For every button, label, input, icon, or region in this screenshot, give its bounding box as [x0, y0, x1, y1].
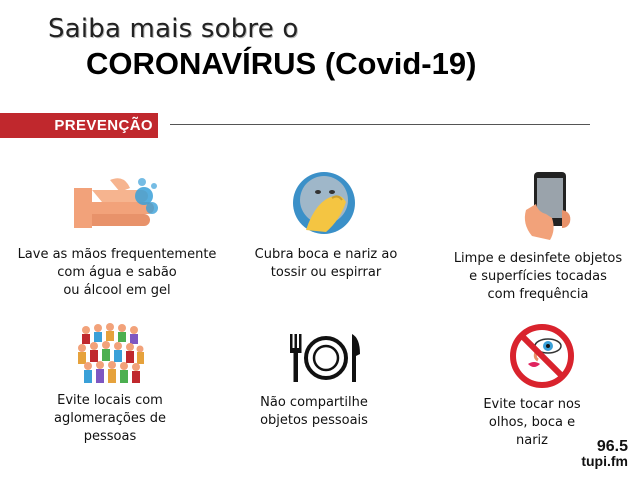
tip-crowd-text [20, 392, 200, 446]
tip-crowd-line-1: Evite locais com [57, 393, 163, 408]
tip-cough-text [236, 246, 416, 282]
hand-washing-icon [72, 172, 162, 238]
tip-clean-line-2: e superfícies tocadas [469, 269, 607, 284]
tip-cough-line-1: Cubra boca e nariz ao [254, 247, 398, 262]
tip-clean-line-1: Limpe e desinfete objetos [453, 251, 623, 266]
tip-clean-line-3: com frequência [487, 287, 589, 302]
smartphone-icon [522, 170, 578, 242]
logo-frequency: 96.5 [596, 438, 628, 455]
tip-hand-washing-line-1: Lave as mãos frequentemente [17, 247, 217, 262]
cough-into-elbow-icon [292, 170, 356, 236]
logo-brand: tupi.fm [581, 453, 628, 469]
tip-clean-text [436, 250, 640, 304]
tip-share-text [244, 394, 384, 430]
tip-crowd-line-3: pessoas [83, 429, 137, 444]
tip-share-line-1: Não compartilhe [260, 395, 368, 410]
plate-cutlery-icon [288, 332, 362, 384]
tip-hand-washing-line-3: ou álcool em gel [63, 283, 171, 298]
tip-share-line-2: objetos pessoais [260, 413, 368, 428]
tip-hand-washing-line-2: com água e sabão [57, 265, 177, 280]
section-banner [0, 113, 158, 138]
tip-face-line-1: Evite tocar nos [483, 397, 581, 412]
section-divider [170, 124, 590, 125]
crowd-icon [76, 322, 144, 384]
tip-crowd-line-2: aglomerações de [53, 411, 166, 426]
subtitle: Saiba mais sobre o [48, 14, 299, 44]
section-label: PREVENÇÃO [54, 117, 153, 134]
tip-face-text [470, 396, 594, 450]
tip-hand-washing-text [4, 246, 230, 300]
tip-face-line-2: olhos, boca e [488, 415, 576, 430]
tip-face-line-3: nariz [516, 433, 548, 448]
no-touch-face-icon [508, 322, 576, 390]
tip-cough-line-2: tossir ou espirrar [270, 265, 382, 280]
radio-logo [581, 440, 628, 468]
page-title: CORONAVÍRUS (Covid-19) [86, 46, 477, 81]
